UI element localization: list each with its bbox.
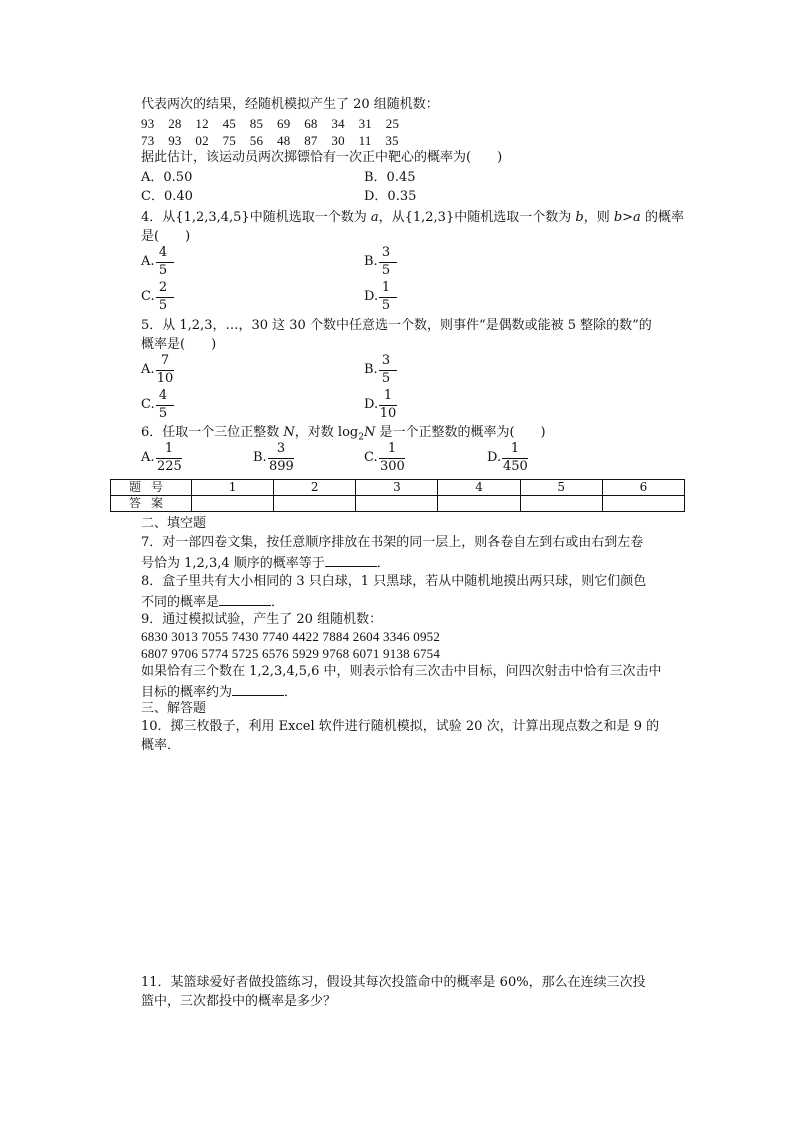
question-7-line-1: 7．对一部四卷文集，按任意顺序排放在书架的同一层上，则各卷自左到右或由右到左卷 — [141, 535, 644, 550]
question-10-line-1: 10．掷三枚骰子，利用 Excel 软件进行随机模拟，试验 20 次，计算出现点数之和是 9 的 — [141, 719, 660, 734]
q3-option-c: C．0.40 — [141, 189, 193, 204]
col-1: 1 — [192, 480, 274, 496]
col-6: 6 — [602, 480, 684, 496]
question-5-line-2: 概率是( ) — [141, 337, 217, 352]
answer-table — [110, 479, 685, 512]
question-7-line-2: 号恰为 1,2,3,4 顺序的概率等于 ． — [141, 556, 390, 571]
answer-cell-5[interactable] — [520, 496, 602, 512]
question-4-line-1: 4．从{1,2,3,4,5}中随机选取一个数为 a，从{1,2,3}中随机选取一个数为 b，则 b>a 的概率 — [141, 210, 684, 225]
question-6-text: 6．任取一个三位正整数 N，对数 $\log_2N$ 是一个正整数的概率为( ) — [141, 425, 546, 443]
section-2-title: 二、填空题 — [141, 516, 207, 531]
question-5-line-1: 5．从 1,2,3，…，30 这 30 个数中任意选一个数，则事件“是偶数或能被 5 整除的数”的 — [141, 318, 652, 333]
question-9-line-1: 9．通过模拟试验，产生了 20 组随机数： — [141, 612, 383, 627]
question-9-line-5: 目标的概率约为 ． — [141, 685, 298, 700]
q3-option-b: B．0.45 — [364, 170, 416, 185]
col-4: 4 — [438, 480, 520, 496]
answer-cell-6[interactable] — [602, 496, 684, 512]
question-8-line-2: 不同的概率是 ． — [141, 595, 285, 610]
q8-answer-blank[interactable] — [219, 593, 271, 606]
question-11-line-2: 篮中，三次都投中的概率是多少？ — [141, 994, 337, 1009]
answer-cell-4[interactable] — [438, 496, 520, 512]
answer-table-header-row — [111, 480, 685, 496]
question-9-line-4: 如果恰有三个数在 1,2,3,4,5,6 中，则表示恰有三次击中目标，问四次射击中恰有三次击中 — [141, 664, 662, 679]
question-4-line-2: 是( ) — [141, 229, 191, 244]
answer-cell-3[interactable] — [356, 496, 438, 512]
col-3: 3 — [356, 480, 438, 496]
q9-random-numbers-2: 6807 9706 5774 5725 6576 5929 9768 6071 9138 6754 — [141, 646, 441, 661]
q3-option-a: A．0.50 — [141, 170, 193, 185]
q7-answer-blank[interactable] — [325, 554, 377, 567]
question-3-text: 据此估计，该运动员两次掷镖恰有一次正中靶心的概率为( ) — [141, 150, 503, 165]
random-numbers-row-2: 73 93 02 75 56 48 87 30 11 35 — [141, 133, 399, 148]
question-number-header: 题号 — [111, 480, 192, 496]
question-8-line-1: 8．盒子里共有大小相同的 3 只白球，1 只黑球，若从中随机地摸出两只球，则它们颜色 — [141, 574, 647, 589]
random-numbers-row-1: 93 28 12 45 85 69 68 34 31 25 — [141, 116, 400, 131]
question-10-line-2: 概率． — [141, 738, 181, 753]
col-2: 2 — [274, 480, 356, 496]
answer-table-answer-row — [111, 496, 685, 512]
answer-cell-2[interactable] — [274, 496, 356, 512]
question-11-line-1: 11．某篮球爱好者做投篮练习，假设其每次投篮命中的概率是 60%，那么在连续三次投 — [141, 975, 646, 990]
section-3-title: 三、解答题 — [141, 701, 207, 716]
col-5: 5 — [520, 480, 602, 496]
q3-option-d: D．0.35 — [364, 189, 417, 204]
q9-answer-blank[interactable] — [232, 683, 284, 696]
answer-cell-1[interactable] — [192, 496, 274, 512]
answer-header: 答案 — [111, 496, 192, 512]
q9-random-numbers-1: 6830 3013 7055 7430 7740 4422 7884 2604 3346 0952 — [141, 629, 441, 644]
intro-line: 代表两次的结果，经随机模拟产生了 20 组随机数： — [141, 97, 439, 112]
